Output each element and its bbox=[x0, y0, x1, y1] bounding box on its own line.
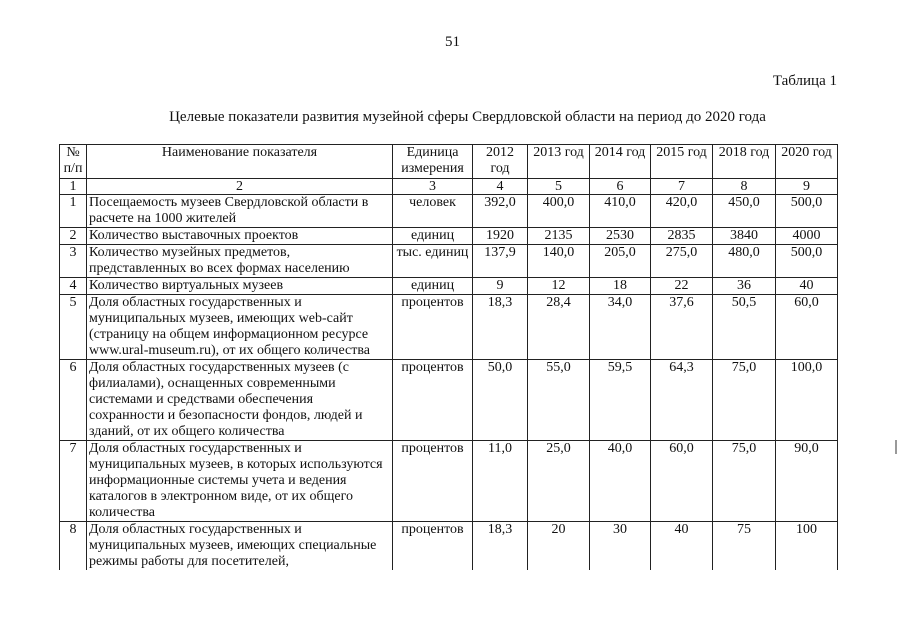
column-number-row bbox=[60, 179, 838, 195]
value-2014: 40,0 bbox=[590, 441, 651, 522]
table-row bbox=[60, 245, 838, 278]
row-number: 6 bbox=[60, 360, 87, 441]
indicator-name: Количество виртуальных музеев bbox=[87, 278, 393, 295]
value-2012: 9 bbox=[473, 278, 528, 295]
value-2018: 450,0 bbox=[713, 195, 776, 228]
value-2015: 64,3 bbox=[651, 360, 713, 441]
value-2013: 28,4 bbox=[528, 295, 590, 360]
indicator-unit: процентов bbox=[393, 441, 473, 522]
value-2012: 50,0 bbox=[473, 360, 528, 441]
indicator-name: Доля областных государственных музеев (с филиалами), оснащенных современными системами и средствами обеспечения сохранности и безопасности фондов, людей и зданий, от их общего количества bbox=[87, 360, 393, 441]
indicator-name: Количество выставочных проектов bbox=[87, 228, 393, 245]
row-number: 8 bbox=[60, 522, 87, 571]
column-number: 9 bbox=[776, 179, 838, 195]
value-2020: 60,0 bbox=[776, 295, 838, 360]
indicator-unit: тыс. единиц bbox=[393, 245, 473, 278]
value-2012: 18,3 bbox=[473, 522, 528, 571]
value-2013: 12 bbox=[528, 278, 590, 295]
value-2015: 40 bbox=[651, 522, 713, 571]
value-2018: 75,0 bbox=[713, 360, 776, 441]
value-2018: 36 bbox=[713, 278, 776, 295]
column-number: 8 bbox=[713, 179, 776, 195]
value-2020: 40 bbox=[776, 278, 838, 295]
header-2018: 2018 год bbox=[713, 145, 776, 179]
value-2012: 137,9 bbox=[473, 245, 528, 278]
value-2018: 50,5 bbox=[713, 295, 776, 360]
indicator-unit: процентов bbox=[393, 522, 473, 571]
header-unit: Единица измерения bbox=[393, 145, 473, 179]
header-2013: 2013 год bbox=[528, 145, 590, 179]
indicator-name: Доля областных государственных и муниципальных музеев, в которых используются информационные системы учета и ведения каталогов в электронном виде, от их общего количества bbox=[87, 441, 393, 522]
value-2015: 2835 bbox=[651, 228, 713, 245]
page-number: 51 bbox=[445, 34, 460, 50]
table-caption: Таблица 1 bbox=[772, 73, 837, 89]
row-number: 3 bbox=[60, 245, 87, 278]
value-2014: 18 bbox=[590, 278, 651, 295]
value-2013: 20 bbox=[528, 522, 590, 571]
value-2018: 75 bbox=[713, 522, 776, 571]
column-number: 1 bbox=[60, 179, 87, 195]
value-2015: 420,0 bbox=[651, 195, 713, 228]
indicator-name: Доля областных государственных и муниципальных музеев, имеющих web-сайт (страницу на общем информационном ресурсе www.ural-museum.ru), от их общего количества bbox=[87, 295, 393, 360]
value-2013: 2135 bbox=[528, 228, 590, 245]
row-number: 4 bbox=[60, 278, 87, 295]
value-2015: 22 bbox=[651, 278, 713, 295]
row-number: 1 bbox=[60, 195, 87, 228]
indicator-unit: человек bbox=[393, 195, 473, 228]
column-number: 4 bbox=[473, 179, 528, 195]
value-2015: 275,0 bbox=[651, 245, 713, 278]
value-2014: 2530 bbox=[590, 228, 651, 245]
value-2018: 480,0 bbox=[713, 245, 776, 278]
header-2012: 2012 год bbox=[473, 145, 528, 179]
value-2014: 34,0 bbox=[590, 295, 651, 360]
scan-edge-mark bbox=[895, 440, 897, 454]
value-2014: 205,0 bbox=[590, 245, 651, 278]
value-2014: 30 bbox=[590, 522, 651, 571]
value-2015: 60,0 bbox=[651, 441, 713, 522]
value-2013: 55,0 bbox=[528, 360, 590, 441]
table-row bbox=[60, 195, 838, 228]
table-row bbox=[60, 360, 838, 441]
value-2012: 18,3 bbox=[473, 295, 528, 360]
value-2012: 1920 bbox=[473, 228, 528, 245]
indicator-unit: единиц bbox=[393, 278, 473, 295]
header-name: Наименование показателя bbox=[87, 145, 393, 179]
value-2012: 11,0 bbox=[473, 441, 528, 522]
header-2020: 2020 год bbox=[776, 145, 838, 179]
document-title: Целевые показатели развития музейной сферы Свердловской области на период до 2020 года bbox=[169, 109, 766, 125]
value-2015: 37,6 bbox=[651, 295, 713, 360]
indicator-unit: процентов bbox=[393, 360, 473, 441]
table-row bbox=[60, 228, 838, 245]
row-number: 5 bbox=[60, 295, 87, 360]
value-2020: 100,0 bbox=[776, 360, 838, 441]
value-2020: 90,0 bbox=[776, 441, 838, 522]
header-2015: 2015 год bbox=[651, 145, 713, 179]
value-2014: 410,0 bbox=[590, 195, 651, 228]
column-number: 3 bbox=[393, 179, 473, 195]
indicator-name: Количество музейных предметов, представленных во всех формах населению bbox=[87, 245, 393, 278]
table-row bbox=[60, 295, 838, 360]
table-row bbox=[60, 278, 838, 295]
value-2018: 3840 bbox=[713, 228, 776, 245]
value-2013: 400,0 bbox=[528, 195, 590, 228]
column-number: 2 bbox=[87, 179, 393, 195]
value-2013: 25,0 bbox=[528, 441, 590, 522]
header-row bbox=[60, 145, 838, 179]
table-row bbox=[60, 441, 838, 522]
value-2020: 4000 bbox=[776, 228, 838, 245]
value-2020: 500,0 bbox=[776, 195, 838, 228]
indicator-name: Посещаемость музеев Свердловской области в расчете на 1000 жителей bbox=[87, 195, 393, 228]
indicator-unit: единиц bbox=[393, 228, 473, 245]
indicator-name: Доля областных государственных и муниципальных музеев, имеющих специальные режимы работы для посетителей, bbox=[87, 522, 393, 571]
value-2020: 500,0 bbox=[776, 245, 838, 278]
header-num: № п/п bbox=[60, 145, 87, 179]
column-number: 6 bbox=[590, 179, 651, 195]
row-number: 7 bbox=[60, 441, 87, 522]
column-number: 7 bbox=[651, 179, 713, 195]
header-2014: 2014 год bbox=[590, 145, 651, 179]
row-number: 2 bbox=[60, 228, 87, 245]
column-number: 5 bbox=[528, 179, 590, 195]
indicators-table bbox=[59, 144, 838, 570]
value-2014: 59,5 bbox=[590, 360, 651, 441]
value-2013: 140,0 bbox=[528, 245, 590, 278]
indicator-unit: процентов bbox=[393, 295, 473, 360]
table-row bbox=[60, 522, 838, 571]
value-2020: 100 bbox=[776, 522, 838, 571]
value-2012: 392,0 bbox=[473, 195, 528, 228]
value-2018: 75,0 bbox=[713, 441, 776, 522]
